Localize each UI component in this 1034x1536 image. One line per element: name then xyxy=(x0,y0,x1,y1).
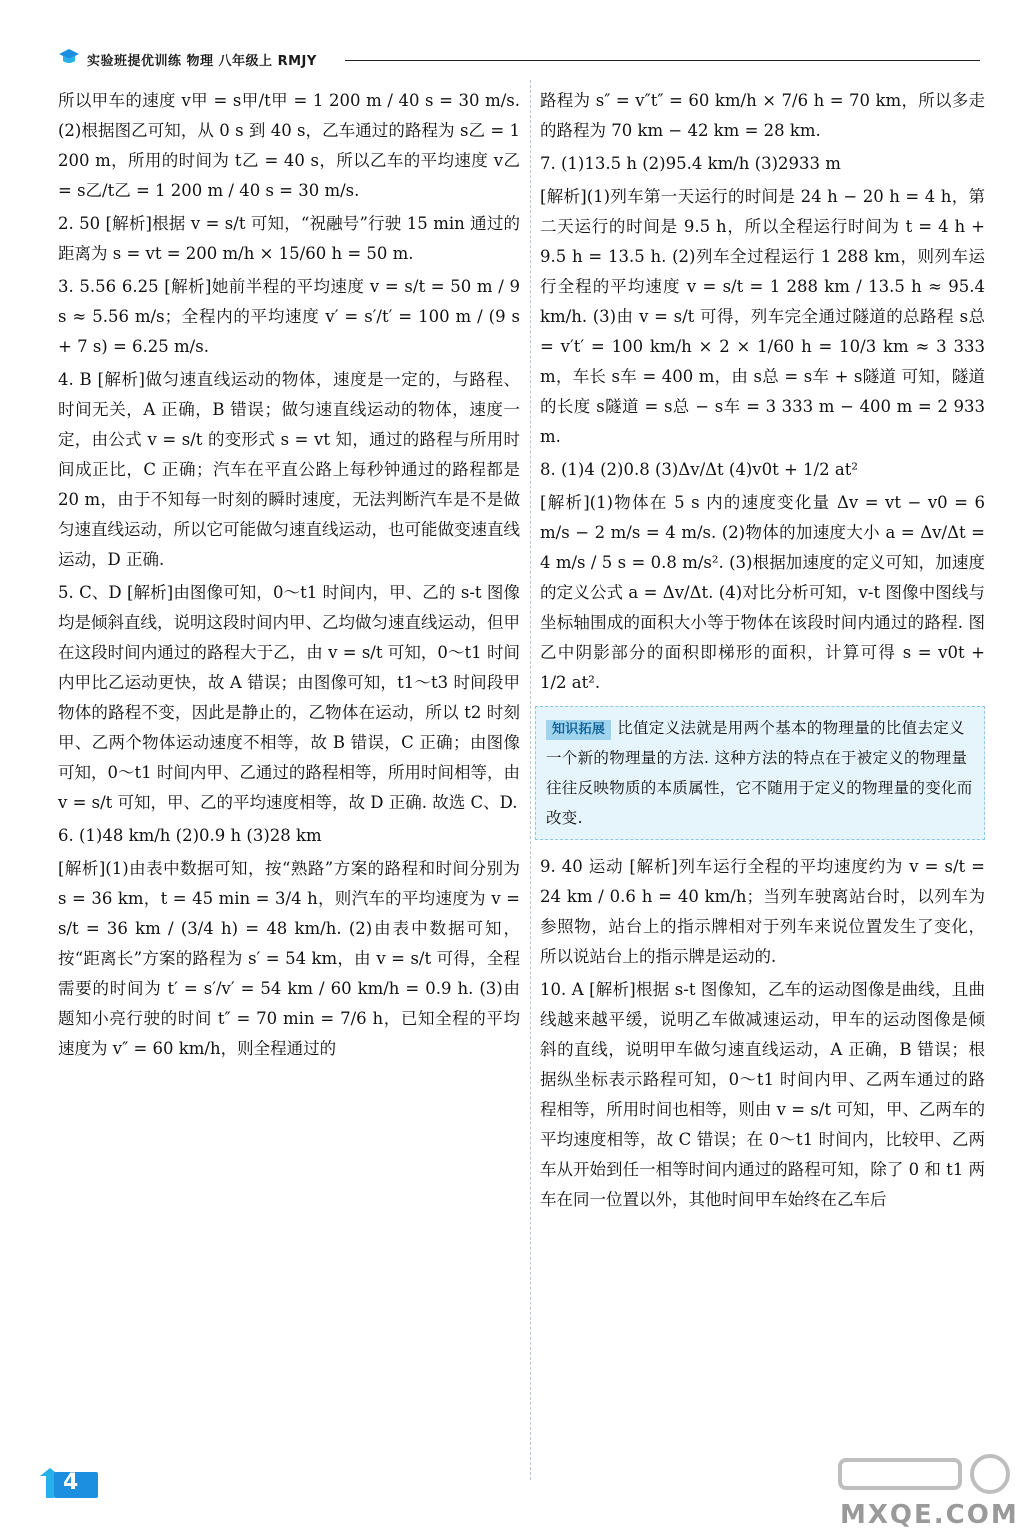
answer-1-continued: 所以甲车的速度 v甲 = s甲/t甲 = 1 200 m / 40 s = 30 m/s. (2)根据图乙可知，从 0 s 到 40 s，乙车通过的路程为 s乙 = 1 200 m，所用的时间为 t乙 = 40 s，所以乙车的平均速度 v乙 = s乙/t乙 = 1 200 m / 40 s = 30 m/s. xyxy=(58,91,520,200)
right-column xyxy=(540,86,985,1218)
page-number: 4 xyxy=(63,1470,79,1495)
header-title: 实验班提优训练 物理 八年级上 RMJY xyxy=(87,54,317,69)
knowledge-box-text: 比值定义法就是用两个基本的物理量的比值去定义一个新的物理量的方法. 这种方法的特点在于被定义的物理量往往反映物质的本质属性，它不随用于定义的物理量的变化而改变. xyxy=(546,719,973,827)
page-header xyxy=(0,0,1034,70)
answer-5: 5. C、D [解析]由图像可知，0～t1 时间内，甲、乙的 s-t 图像均是倾斜直线，说明这段时间内甲、乙均做匀速直线运动，但甲在这段时间内通过的路程大于乙，由 v = s/t 可知，0～t1 时间内甲比乙运动更快，故 A 错误；由图像可知，t1～t3 时间段甲物体的路程不变，因此是静止的，乙物体在运动，所以 t2 时刻甲、乙两个物体运动速度不相等，故 B 错误，C 正确；由图像可知，0～t1 时间内甲、乙通过的路程相等，所用时间相等，由 v = s/t 可知，甲、乙的平均速度相等，故 D 正确. 故选 C、D. xyxy=(58,583,520,812)
answer-4: 4. B [解析]做匀速直线运动的物体，速度是一定的，与路程、时间无关，A 正确，B 错误；做匀速直线运动的物体，速度一定，由公式 v = s/t 的变形式 s = vt 知，通过的路程与所用时间成正比，C 正确；汽车在平直公路上每秒钟通过的路程都是 20 m，由于不知每一时刻的瞬时速度，无法判断汽车是不是做匀速直线运动，所以它可能做匀速直线运动，也可能做变速直线运动，D 正确. xyxy=(58,370,520,569)
column-divider xyxy=(530,80,531,1480)
left-column xyxy=(58,86,520,1067)
knowledge-box xyxy=(535,706,985,840)
header-divider xyxy=(345,60,980,61)
graduation-cap-icon xyxy=(58,48,80,66)
answer-8: 8. (1)4 (2)0.8 (3)Δv/Δt (4)v0t + 1/2 at² xyxy=(540,460,858,479)
answer-6-analysis: [解析](1)由表中数据可知，按“熟路”方案的路程和时间分别为 s = 36 km，t = 45 min = 3/4 h，则汽车的平均速度为 v = s/t = 36 km / (3/4 h) = 48 km/h. (2)由表中数据可知，按“距离长”方案的路程为 s′ = 54 km，由 v = s/t 可得，全程需要的时间为 t′ = s′/v′ = 54 km / 60 km/h = 0.9 h. (3)由题知小亮行驶的时间 t″ = 70 min = 7/6 h，已知全程的平均速度为 v″ = 60 km/h，则全程通过的 xyxy=(58,859,520,1058)
watermark-text: MXQE.COM xyxy=(840,1500,1019,1530)
answer-7: 7. (1)13.5 h (2)95.4 km/h (3)2933 m xyxy=(540,154,841,173)
answer-2: 2. 50 [解析]根据 v = s/t 可知，“祝融号”行驶 15 min 通过的距离为 s = vt = 200 m/h × 15/60 h = 50 m. xyxy=(58,214,520,263)
answer-7-analysis: [解析](1)列车第一天运行的时间是 24 h − 20 h = 4 h，第二天运行的时间是 9.5 h，所以全程运行时间为 t = 4 h + 9.5 h = 13.5 h. (2)列车全过程运行 1 288 km，则列车运行全程的平均速度 v = s/t = 1 288 km / 13.5 h ≈ 95.4 km/h. (3)由 v = s/t 可得，列车完全通过隧道的总路程 s总 = v′t′ = 100 km/h × 2 × 1/60 h = 10/3 km ≈ 3 333 m，车长 s车 = 400 m，由 s总 = s车 + s隧道 可知，隧道的长度 s隧道 = s总 − s车 = 3 333 m − 400 m = 2 933 m. xyxy=(540,187,985,446)
answer-3: 3. 5.56 6.25 [解析]她前半程的平均速度 v = s/t = 50 m / 9 s ≈ 5.56 m/s；全程内的平均速度 v′ = s′/t′ = 100 m / (9 s + 7 s) = 6.25 m/s. xyxy=(58,277,520,356)
knowledge-box-label: 知识拓展 xyxy=(546,720,611,740)
answer-9: 9. 40 运动 [解析]列车运行全程的平均速度约为 v = s/t = 24 km / 0.6 h = 40 km/h；当列车驶离站台时，以列车为参照物，站台上的指示牌相对于列车来说位置发生了变化，所以说站台上的指示牌是运动的. xyxy=(540,857,985,966)
answer-10: 10. A [解析]根据 s-t 图像知，乙车的运动图像是曲线，且曲线越来越平缓，说明乙车做减速运动，甲车的运动图像是倾斜的直线，说明甲车做匀速直线运动，A 正确，B 错误；根据纵坐标表示路程可知，0～t1 时间内甲、乙两车通过的路程相等，所用时间也相等，则由 v = s/t 可知，甲、乙两车的平均速度相等，故 C 错误；在 0～t1 时间内，比较甲、乙两车从开始到任一相等时间内通过的路程可知，除了 0 和 t1 两车在同一位置以外，其他时间甲车始终在乙车后 xyxy=(540,980,985,1209)
answer-6-continued: 路程为 s″ = v″t″ = 60 km/h × 7/6 h = 70 km，所以多走的路程为 70 km − 42 km = 28 km. xyxy=(540,91,985,140)
answer-6: 6. (1)48 km/h (2)0.9 h (3)28 km xyxy=(58,826,322,845)
answer-8-analysis: [解析](1)物体在 5 s 内的速度变化量 Δv = vt − v0 = 6 m/s − 2 m/s = 4 m/s. (2)物体的加速度大小 a = Δv/Δt = 4 m/s / 5 s = 0.8 m/s². (3)根据加速度的定义可知，加速度的定义公式 a = Δv/Δt. (4)对比分析可知，v-t 图像中图线与坐标轴围成的面积大小等于物体在该段时间内通过的路程. 图乙中阴影部分的面积即梯形的面积，计算可得 s = v0t + 1/2 at². xyxy=(540,493,985,692)
